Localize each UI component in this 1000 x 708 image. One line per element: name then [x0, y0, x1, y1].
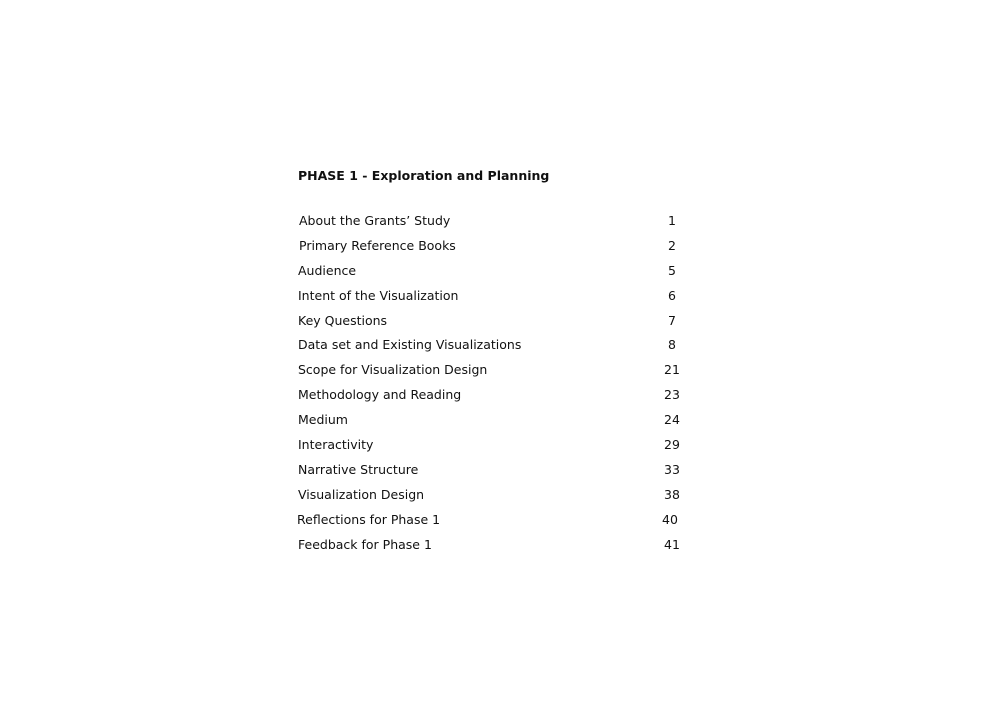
toc-entry-label: Reflections for Phase 1 — [297, 511, 441, 527]
toc-entry-label: Scope for Visualization Design — [298, 362, 488, 378]
toc-entry-page: 6 — [668, 287, 676, 303]
toc-entry-page: 8 — [668, 337, 676, 353]
toc-entry[interactable] — [298, 433, 698, 458]
toc-entry-page: 38 — [664, 486, 680, 502]
toc-entry[interactable] — [298, 358, 698, 383]
toc-entry-page: 40 — [662, 511, 678, 527]
toc-entry-page: 1 — [668, 213, 676, 228]
toc-entry-label: Feedback for Phase 1 — [298, 536, 432, 552]
toc-entry-page: 2 — [668, 237, 676, 253]
toc-entry-label: Key Questions — [298, 312, 388, 328]
toc-entry-page: 33 — [664, 461, 680, 477]
toc-entry[interactable] — [298, 259, 698, 284]
toc-entry[interactable] — [298, 333, 698, 358]
toc-entry[interactable] — [298, 234, 698, 259]
toc-entry-label: Primary Reference Books — [299, 237, 456, 253]
toc-entry-page: 23 — [664, 387, 680, 403]
toc-entry-page: 5 — [668, 262, 676, 278]
toc-entry[interactable] — [298, 408, 698, 433]
toc-entry-page: 7 — [668, 312, 676, 328]
toc-entry[interactable] — [298, 533, 698, 558]
toc-entry-page: 41 — [664, 536, 680, 552]
toc-entry-page: 24 — [664, 412, 680, 428]
toc-entry-label: Interactivity — [298, 437, 374, 453]
toc-entry[interactable] — [298, 508, 698, 533]
toc-title: PHASE 1 - Exploration and Planning — [298, 168, 550, 183]
toc-entry[interactable] — [298, 383, 698, 408]
toc-entry-label: Data set and Existing Visualizations — [298, 337, 522, 353]
toc-entry-page: 29 — [664, 437, 680, 453]
toc-entry-label: About the Grants’ Study — [299, 213, 451, 228]
toc-entry-label: Visualization Design — [298, 486, 425, 502]
toc-entry[interactable] — [298, 483, 698, 508]
toc-entry[interactable] — [298, 209, 698, 234]
toc-entry-label: Medium — [298, 412, 348, 428]
toc-entry-label: Intent of the Visualization — [298, 287, 459, 303]
toc-entry-label: Methodology and Reading — [298, 387, 462, 403]
toc-entry[interactable] — [298, 309, 698, 334]
toc-entry[interactable] — [298, 284, 698, 309]
table-of-contents — [298, 166, 698, 557]
toc-entry-label: Narrative Structure — [298, 461, 419, 477]
toc-entry-label: Audience — [298, 262, 357, 278]
toc-list — [298, 209, 698, 557]
toc-entry[interactable] — [298, 458, 698, 483]
toc-entry-page: 21 — [664, 362, 680, 378]
